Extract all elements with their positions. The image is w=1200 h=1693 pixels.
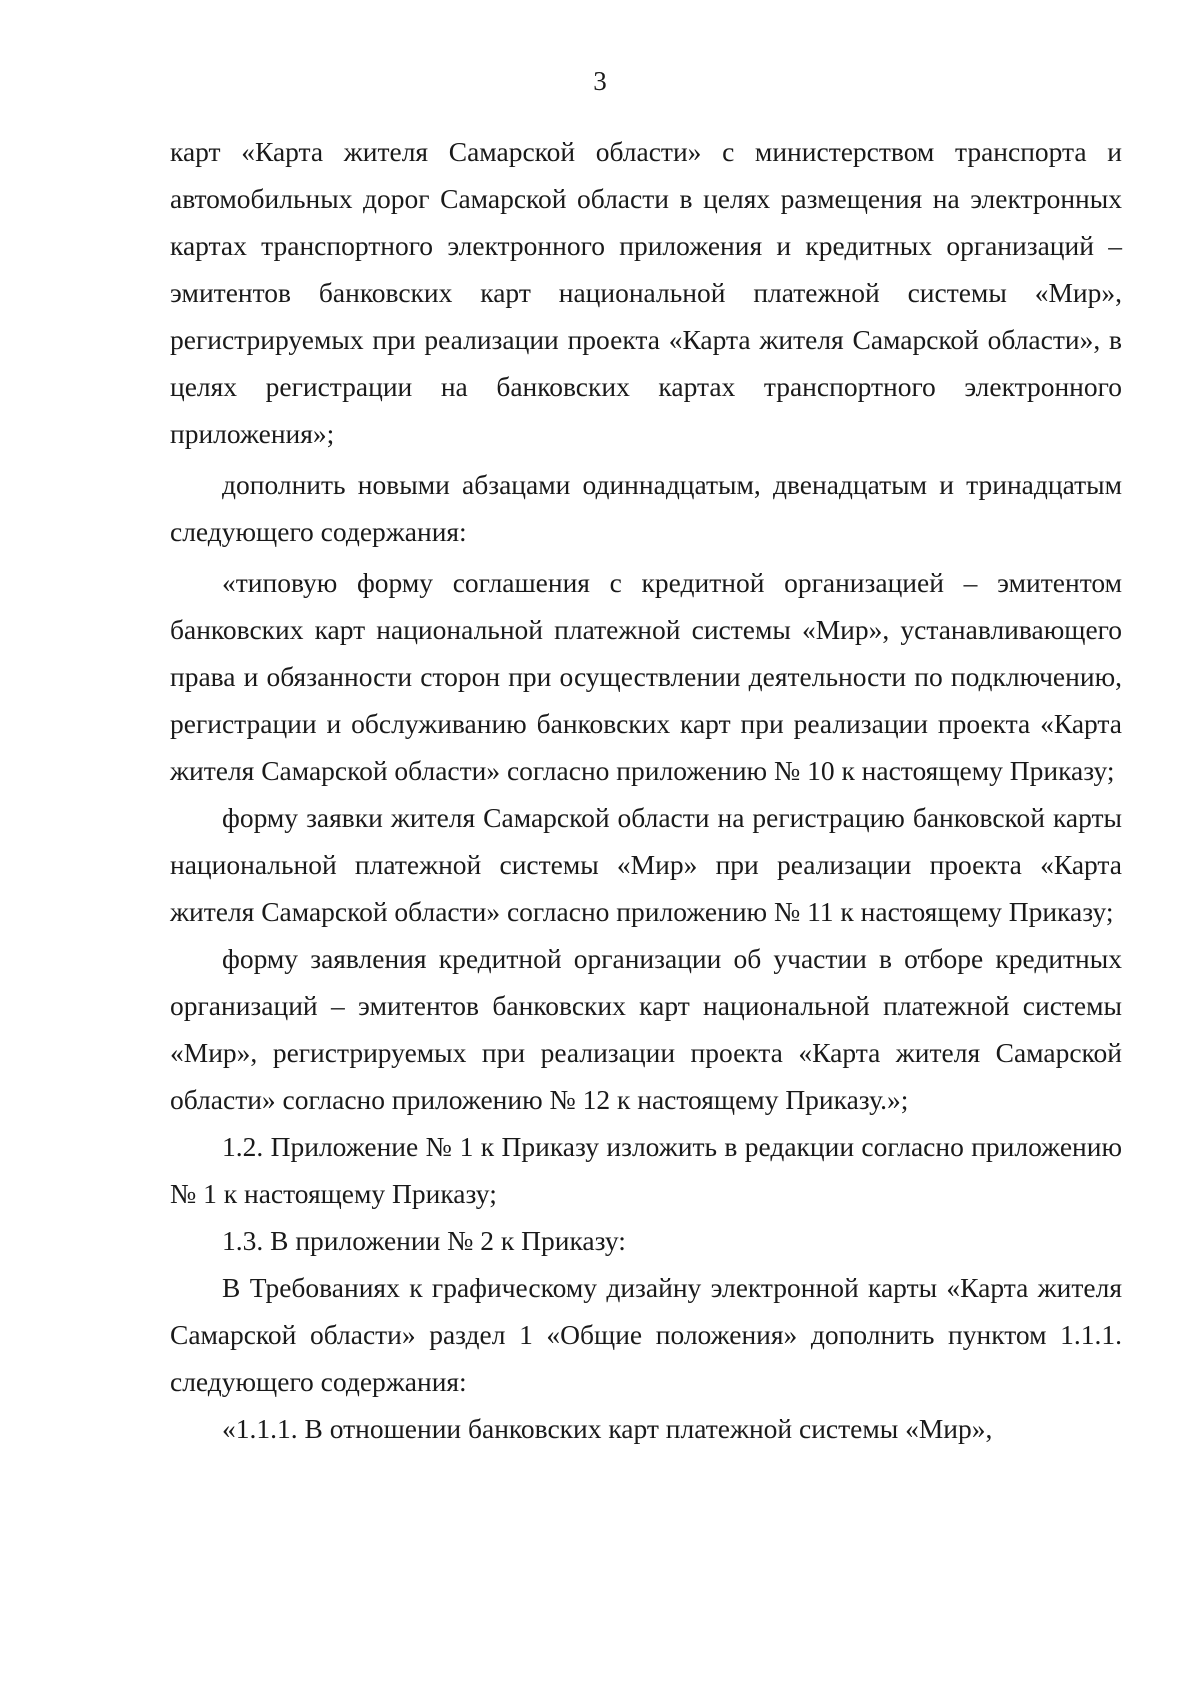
- paragraph-statement-form: форму заявления кредитной организации об участии в отборе кредитных организаций – эмитентов банковских карт национальной платежной системы «Мир», регистрируемых при реализации проекта «Карта жителя Самарской области» согласно приложению № 12 к настоящему Приказу.»;: [170, 943, 1122, 1115]
- paragraph-item-1-2: 1.2. Приложение № 1 к Приказу изложить в редакции согласно приложению № 1 к настоящему Приказу;: [170, 1131, 1122, 1209]
- paragraph-continuation: карт «Карта жителя Самарской области» с министерством транспорта и автомобильных дорог Самарской области в целях размещения на электронных картах транспортного электронного приложения и кредитных организаций – эмитентов банковских карт национальной платежной системы «Мир», регистрируемых при реализации проекта «Карта жителя Самарской области», в целях регистрации на банковских картах транспортного электронного приложения»;: [170, 136, 1122, 449]
- paragraph-amendment-intro: дополнить новыми абзацами одиннадцатым, двенадцатым и тринадцатым следующего содержания:: [170, 469, 1122, 547]
- paragraph-agreement-form: «типовую форму соглашения с кредитной организацией – эмитентом банковских карт национальной платежной системы «Мир», устанавливающего права и обязанности сторон при осуществлении деятельности по подключению, регистрации и обслуживанию банковских карт при реализации проекта «Карта жителя Самарской области» согласно приложению № 10 к настоящему Приказу;: [170, 567, 1122, 786]
- page-number: 3: [593, 66, 607, 96]
- paragraph-item-1-1-1: «1.1.1. В отношении банковских карт платежной системы «Мир»,: [222, 1413, 993, 1444]
- document-body: [170, 128, 1122, 1452]
- paragraph-design-requirements: В Требованиях к графическому дизайну электронной карты «Карта жителя Самарской области» раздел 1 «Общие положения» дополнить пунктом 1.1.1. следующего содержания:: [170, 1272, 1122, 1397]
- paragraph-application-form: форму заявки жителя Самарской области на регистрацию банковской карты национальной платежной системы «Мир» при реализации проекта «Карта жителя Самарской области» согласно приложению № 11 к настоящему Приказу;: [170, 802, 1122, 927]
- paragraph-item-1-3: 1.3. В приложении № 2 к Приказу:: [222, 1225, 626, 1256]
